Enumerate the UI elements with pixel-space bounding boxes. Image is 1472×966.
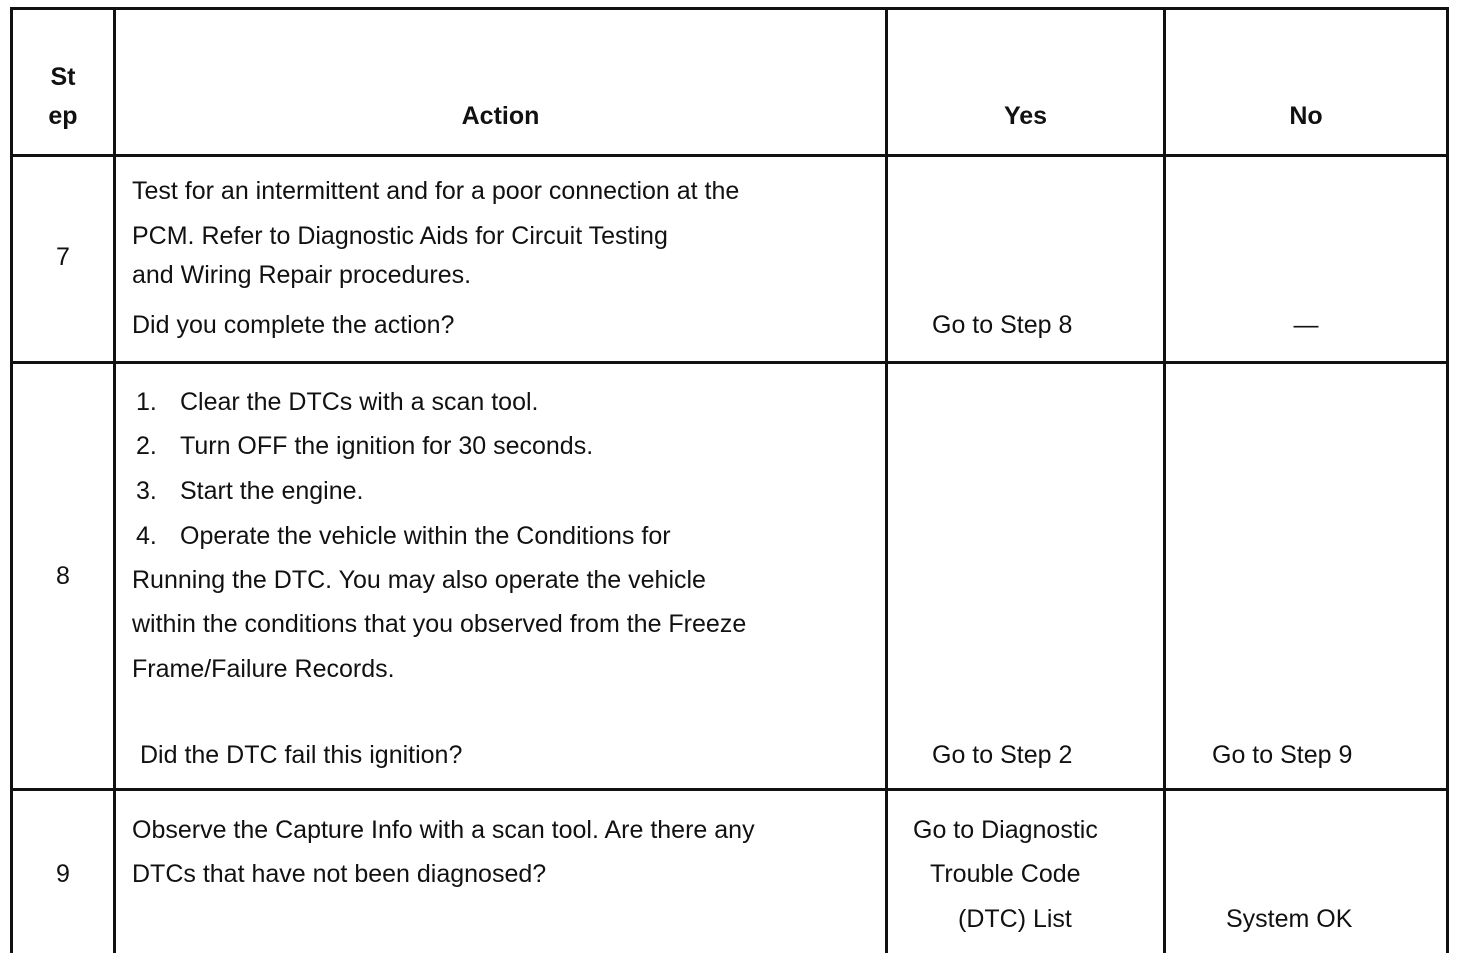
header-yes: Yes — [887, 9, 1165, 156]
step-number: 7 — [56, 243, 70, 271]
step-cell — [12, 363, 115, 790]
yes-result: Go to Step 2 — [932, 741, 1073, 769]
header-step: St ep — [12, 9, 115, 156]
yes-cell — [887, 790, 1165, 954]
list-number: 4. — [136, 522, 157, 550]
yes-result: Go to Step 8 — [932, 311, 1073, 339]
no-result: Go to Step 9 — [1212, 741, 1353, 769]
action-text: Running the DTC. You may also operate the vehicle — [132, 566, 706, 594]
header-no: No — [1165, 9, 1448, 156]
yes-cell — [887, 156, 1165, 363]
yes-result: Trouble Code — [930, 860, 1081, 888]
list-item — [132, 522, 671, 551]
diagnostic-table — [10, 7, 1449, 953]
header-action: Action — [115, 9, 887, 156]
list-number: 2. — [136, 432, 157, 460]
no-cell — [1165, 363, 1448, 790]
action-cell — [115, 363, 887, 790]
step-cell — [12, 790, 115, 954]
action-text: DTCs that have not been diagnosed? — [132, 860, 547, 888]
list-text: Operate the vehicle within the Conditions for — [180, 522, 671, 550]
step-number: 9 — [56, 860, 70, 888]
yes-result: Go to Diagnostic — [913, 816, 1098, 844]
action-text: Frame/Failure Records. — [132, 655, 395, 683]
no-result: — — [1293, 311, 1319, 339]
list-text: Start the engine. — [180, 477, 364, 505]
header-row — [12, 9, 1448, 156]
action-cell — [115, 156, 887, 363]
no-cell — [1165, 156, 1448, 363]
step-cell — [12, 156, 115, 363]
list-number: 3. — [136, 477, 157, 505]
yes-result: (DTC) List — [958, 905, 1072, 933]
action-text: within the conditions that you observed from the Freeze — [132, 610, 747, 638]
yes-cell — [887, 363, 1165, 790]
action-question: Did the DTC fail this ignition? — [140, 741, 463, 769]
action-question: Did you complete the action? — [132, 311, 455, 339]
list-text: Turn OFF the ignition for 30 seconds. — [180, 432, 594, 460]
action-text: and Wiring Repair procedures. — [132, 261, 472, 289]
list-item — [132, 477, 363, 506]
list-number: 1. — [136, 388, 157, 416]
table-row — [12, 363, 1448, 790]
action-text: Observe the Capture Info with a scan tool. Are there any — [132, 816, 755, 844]
list-item — [132, 388, 538, 417]
no-cell — [1165, 790, 1448, 954]
action-text: Test for an intermittent and for a poor connection at the — [132, 177, 740, 205]
list-item — [132, 432, 593, 461]
step-number: 8 — [56, 562, 70, 590]
table-row — [12, 790, 1448, 954]
table-row — [12, 156, 1448, 363]
action-text: PCM. Refer to Diagnostic Aids for Circuit Testing — [132, 222, 668, 250]
no-result: System OK — [1226, 905, 1353, 933]
list-text: Clear the DTCs with a scan tool. — [180, 388, 539, 416]
action-cell — [115, 790, 887, 954]
